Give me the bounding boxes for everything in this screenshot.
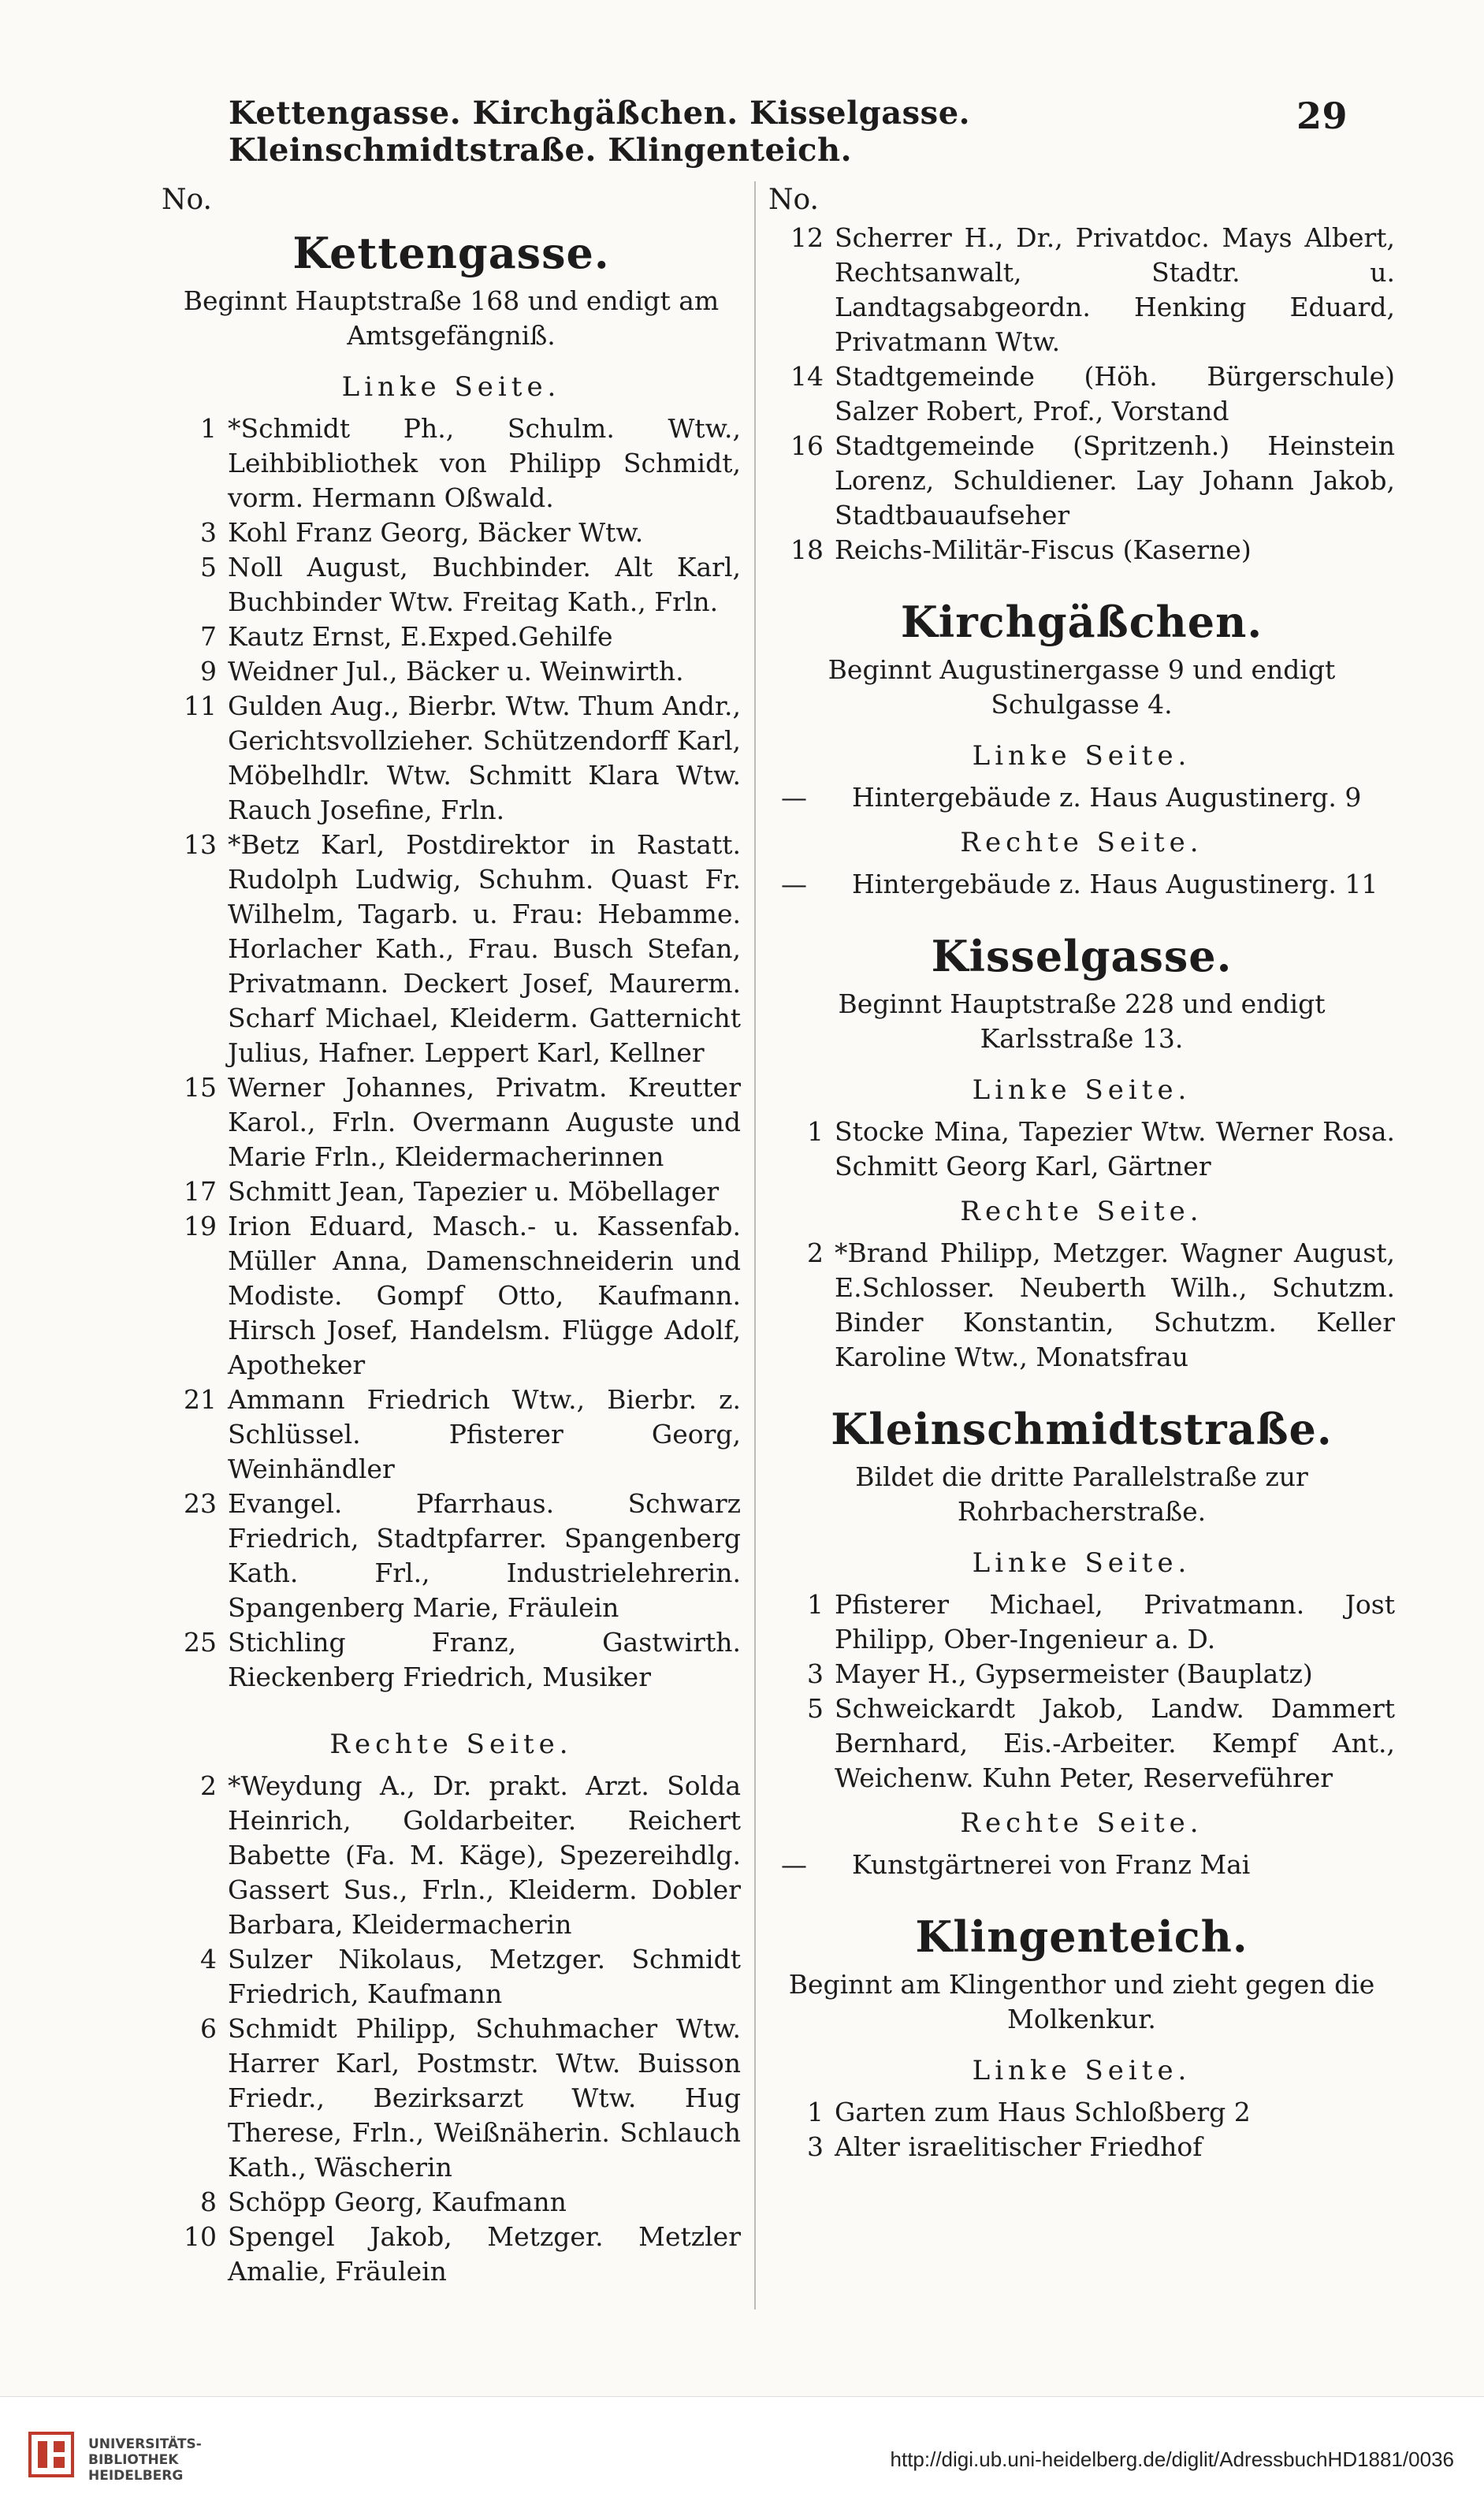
address-entry xyxy=(162,1070,741,1174)
residents: *Schmidt Ph., Schulm. Wtw., Leihbibliothek von Philipp Schmidt, vorm. Hermann Oßwald. xyxy=(228,413,741,513)
address-entry xyxy=(162,689,741,828)
library-name xyxy=(88,2436,202,2484)
side-heading-left: Linke Seite. xyxy=(341,371,561,403)
side-heading-left: Linke Seite. xyxy=(972,2055,1192,2086)
house-number: 25 xyxy=(184,1627,217,1658)
house-number: 17 xyxy=(184,1176,217,1207)
column-divider xyxy=(754,181,756,2309)
address-entry xyxy=(768,1692,1395,1796)
street-description: Beginnt Hauptstraße 228 und endigt Karlsstraße 13. xyxy=(838,988,1326,1054)
address-entry xyxy=(162,1487,741,1625)
source-url-link[interactable]: http://digi.ub.uni-heidelberg.de/diglit/AdressbuchHD1881/0036 xyxy=(890,2447,1454,2471)
residents: Schweickardt Jakob, Landw. Dammert Bernhard, Eis.-Arbeiter. Kempf Ant., Weichenw. Kuhn Peter, Reserveführer xyxy=(835,1693,1395,1793)
street-heading-kirchgaesschen: Kirchgäßchen. xyxy=(900,597,1263,647)
address-entry xyxy=(162,550,741,620)
street-description: Beginnt Augustinergasse 9 und endigt Schulgasse 4. xyxy=(828,654,1336,720)
spacer xyxy=(768,902,1395,924)
running-head-title: Kettengasse. Kirchgäßchen. Kisselgasse. Kleinschmidtstraße. Klingenteich. xyxy=(229,95,971,169)
residents: Alter israelitischer Friedhof xyxy=(835,2131,1203,2162)
house-number: 12 xyxy=(790,222,824,253)
street-heading-kettengasse: Kettengasse. xyxy=(292,228,610,278)
residents: Irion Eduard, Masch.- u. Kassenfab. Müller Anna, Damenschneiderin und Modiste. Gompf Otto, Kaufmann. Hirsch Josef, Handelsm. Flügge Adolf, Apotheker xyxy=(228,1211,741,1380)
footer-bar xyxy=(0,2396,1484,2516)
house-number: 15 xyxy=(184,1072,217,1103)
residents: Kunstgärtnerei von Franz Mai xyxy=(852,1849,1251,1880)
residents: Kautz Ernst, E.Exped.Gehilfe xyxy=(228,621,613,652)
residents: *Betz Karl, Postdirektor in Rastatt. Rudolph Ludwig, Schuhm. Quast Fr. Wilhelm, Tagarb. u. Frau: Hebamme. Horlacher Kath., Frau. Busch Stefan, Privatmann. Deckert Josef, Maurerm. Scharf Michael, Kleiderm. Gatternicht Julius, Hafner. Leppert Karl, Kellner xyxy=(228,829,741,1068)
street-description: Beginnt am Klingenthor und zieht gegen die Molkenkur. xyxy=(788,1969,1375,2034)
address-entry xyxy=(768,359,1395,429)
house-number: 21 xyxy=(184,1384,217,1415)
right-column xyxy=(768,180,1395,2164)
residents: Evangel. Pfarrhaus. Schwarz Friedrich, Stadtpfarrer. Spangenberg Kath. Frl., Industrielehrerin. Spangenberg Marie, Fräulein xyxy=(228,1488,741,1623)
house-number: 13 xyxy=(184,829,217,860)
house-number: 3 xyxy=(807,1658,824,1689)
side-heading-right: Rechte Seite. xyxy=(960,1196,1203,1227)
address-entry xyxy=(162,1174,741,1209)
residents: Mayer H., Gypsermeister (Bauplatz) xyxy=(835,1658,1313,1689)
address-entry xyxy=(768,1848,1395,1882)
residents: Scherrer H., Dr., Privatdoc. Mays Albert, Rechtsanwalt, Stadtr. u. Landtagsabgeordn. Henking Eduard, Privatmann Wtw. xyxy=(835,222,1395,357)
residents: Pfisterer Michael, Privatmann. Jost Philipp, Ober-Ingenieur a. D. xyxy=(835,1589,1395,1654)
residents: Noll August, Buchbinder. Alt Karl, Buchbinder Wtw. Freitag Kath., Frln. xyxy=(228,552,741,617)
running-head xyxy=(229,88,1348,169)
street-heading-kleinschmidtstrasse: Kleinschmidtstraße. xyxy=(831,1404,1333,1454)
house-number: — xyxy=(781,782,807,813)
residents: Garten zum Haus Schloßberg 2 xyxy=(835,2097,1251,2127)
side-heading-right: Rechte Seite. xyxy=(960,827,1203,858)
house-number: 19 xyxy=(184,1211,217,1241)
street-description: Bildet die dritte Parallelstraße zur Rohrbacherstraße. xyxy=(855,1461,1308,1527)
house-number: 6 xyxy=(200,2013,217,2044)
address-entry xyxy=(162,654,741,689)
residents: Hintergebäude z. Haus Augustinerg. 9 xyxy=(852,782,1362,813)
house-number: 3 xyxy=(200,517,217,548)
house-number: 1 xyxy=(200,413,217,444)
address-entry xyxy=(162,620,741,654)
address-entry xyxy=(768,2095,1395,2130)
address-entry xyxy=(768,867,1395,902)
house-number: 3 xyxy=(807,2131,824,2162)
street-heading-klingenteich: Klingenteich. xyxy=(915,1911,1248,1962)
side-heading-right: Rechte Seite. xyxy=(329,1729,573,1760)
address-entry xyxy=(162,1769,741,1942)
side-heading-right: Rechte Seite. xyxy=(960,1807,1203,1839)
left-column xyxy=(162,180,741,2289)
residents: *Brand Philipp, Metzger. Wagner August, E.Schlosser. Neuberth Wilh., Schutzm. Binder Konstantin, Schutzm. Keller Karoline Wtw., Monatsfrau xyxy=(835,1238,1395,1372)
house-number: 4 xyxy=(200,1944,217,1974)
address-entry xyxy=(162,1625,741,1695)
residents: Stadtgemeinde (Spritzenh.) Heinstein Lorenz, Schuldiener. Lay Johann Jakob, Stadtbauaufseher xyxy=(835,430,1395,530)
residents: Kohl Franz Georg, Bäcker Wtw. xyxy=(228,517,644,548)
address-entry xyxy=(768,2130,1395,2164)
residents: Sulzer Nikolaus, Metzger. Schmidt Friedrich, Kaufmann xyxy=(228,1944,741,2009)
residents: Schmitt Jean, Tapezier u. Möbellager xyxy=(228,1176,720,1207)
residents: Werner Johannes, Privatm. Kreutter Karol., Frln. Overmann Auguste und Marie Frln., Kleidermacherinnen xyxy=(228,1072,741,1172)
house-number: 1 xyxy=(807,1589,824,1620)
house-number: 1 xyxy=(807,2097,824,2127)
street-description: Beginnt Hauptstraße 168 und endigt am Amtsgefängniß. xyxy=(183,285,720,351)
residents: Stadtgemeinde (Höh. Bürgerschule) Salzer Robert, Prof., Vorstand xyxy=(835,361,1395,426)
residents: Stichling Franz, Gastwirth. Rieckenberg Friedrich, Musiker xyxy=(228,1627,741,1692)
address-entry xyxy=(162,828,741,1070)
house-number: 2 xyxy=(807,1238,824,1268)
address-entry xyxy=(162,2185,741,2220)
spacer xyxy=(768,1375,1395,1397)
address-entry xyxy=(162,2220,741,2289)
residents: Schöpp Georg, Kaufmann xyxy=(228,2187,567,2217)
house-number: 9 xyxy=(200,656,217,687)
house-number: 14 xyxy=(790,361,824,392)
residents: *Weydung A., Dr. prakt. Arzt. Solda Heinrich, Goldarbeiter. Reichert Babette (Fa. M. Käge), Spezereihdlg. Gassert Sus., Frln., Kleiderm. Dobler Barbara, Kleidermacherin xyxy=(228,1770,741,1940)
residents: Spengel Jakob, Metzger. Metzler Amalie, Fräulein xyxy=(228,2221,741,2287)
address-entry xyxy=(768,1657,1395,1692)
spacer xyxy=(768,1882,1395,1904)
side-heading-left: Linke Seite. xyxy=(972,740,1192,772)
house-number: — xyxy=(781,869,807,899)
residents: Hintergebäude z. Haus Augustinerg. 11 xyxy=(852,869,1378,899)
page-number: 29 xyxy=(1296,95,1348,137)
university-library-logo-icon xyxy=(28,2432,74,2477)
library-name-line: BIBLIOTHEK xyxy=(88,2452,179,2468)
residents: Reichs-Militär-Fiscus (Kaserne) xyxy=(835,534,1252,565)
residents: Gulden Aug., Bierbr. Wtw. Thum Andr., Gerichtsvollzieher. Schützendorff Karl, Möbelhdlr. Wtw. Schmitt Klara Wtw. Rauch Josefine, Frln. xyxy=(228,690,741,825)
residents: Schmidt Philipp, Schuhmacher Wtw. Harrer Karl, Postmstr. Wtw. Buisson Friedr., Bezirksarzt Wtw. Hug Therese, Frln., Weißnäherin. Schlauch Kath., Wäscherin xyxy=(228,2013,741,2183)
address-entry xyxy=(768,1115,1395,1184)
residents: Stocke Mina, Tapezier Wtw. Werner Rosa. Schmitt Georg Karl, Gärtner xyxy=(835,1116,1395,1182)
address-entry xyxy=(162,515,741,550)
address-entry xyxy=(162,1942,741,2012)
address-entry xyxy=(162,1383,741,1487)
address-entry xyxy=(162,411,741,515)
address-entry xyxy=(768,1587,1395,1657)
street-heading-kisselgasse: Kisselgasse. xyxy=(931,931,1233,981)
house-number: 11 xyxy=(184,690,217,721)
house-number: 1 xyxy=(807,1116,824,1147)
house-number: 18 xyxy=(790,534,824,565)
house-number: 8 xyxy=(200,2187,217,2217)
spacer xyxy=(768,568,1395,590)
house-number: 23 xyxy=(184,1488,217,1519)
side-heading-left: Linke Seite. xyxy=(972,1547,1192,1579)
house-number: 5 xyxy=(200,552,217,582)
side-heading-left: Linke Seite. xyxy=(972,1074,1192,1106)
residents: Ammann Friedrich Wtw., Bierbr. z. Schlüssel. Pfisterer Georg, Weinhändler xyxy=(228,1384,741,1484)
house-number: 16 xyxy=(790,430,824,461)
house-number: 10 xyxy=(184,2221,217,2252)
address-entry xyxy=(768,780,1395,815)
address-entry xyxy=(162,2012,741,2185)
address-entry xyxy=(768,533,1395,568)
house-number: 5 xyxy=(807,1693,824,1724)
library-name-line: HEIDELBERG xyxy=(88,2468,184,2484)
house-number: 7 xyxy=(200,621,217,652)
house-number: 2 xyxy=(200,1770,217,1801)
residents: Weidner Jul., Bäcker u. Weinwirth. xyxy=(228,656,684,687)
house-number: — xyxy=(781,1849,807,1880)
address-entry xyxy=(162,1209,741,1383)
address-entry xyxy=(768,1236,1395,1375)
address-entry xyxy=(768,221,1395,359)
number-column-label: No. xyxy=(768,184,819,216)
spacer xyxy=(162,1695,741,1717)
library-name-line: UNIVERSITÄTS- xyxy=(88,2436,202,2452)
number-column-label: No. xyxy=(162,184,212,216)
address-entry xyxy=(768,429,1395,533)
